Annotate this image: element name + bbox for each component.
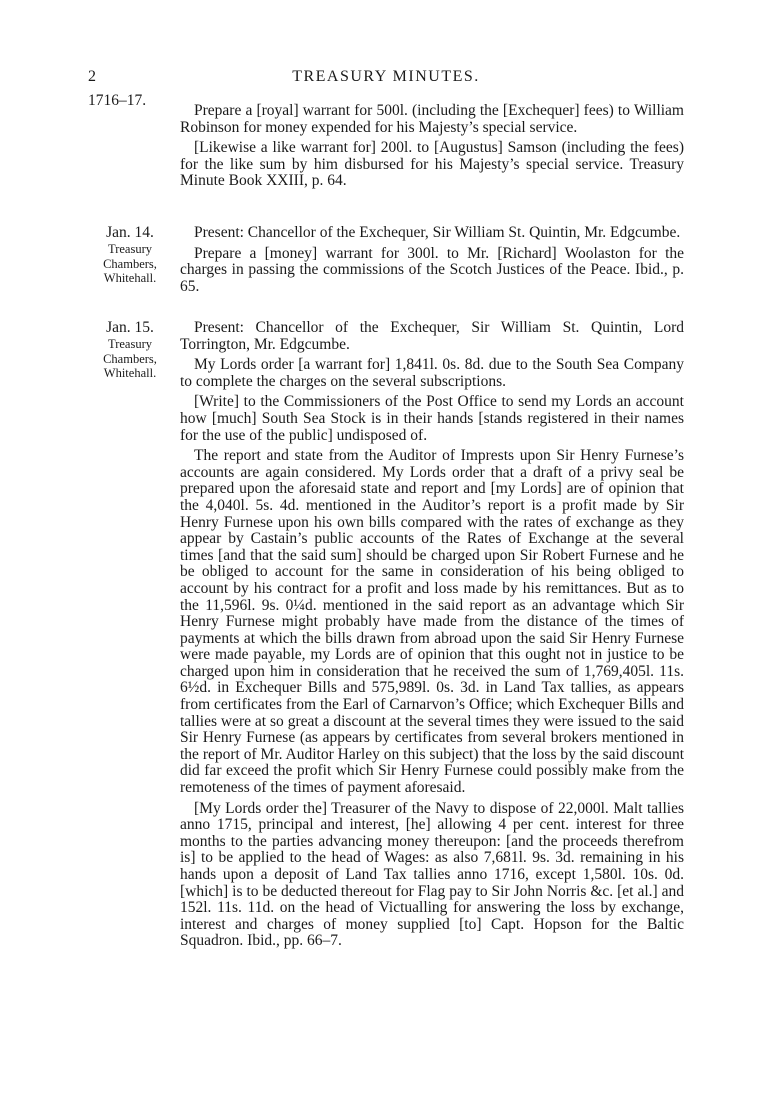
paragraph: Prepare a [royal] warrant for 500l. (including the [Exchequer] fees) to William Robinson for money expended for his Majesty’s special service.: [180, 102, 684, 136]
entry-jan-14: [180, 225, 684, 299]
entry-continuation: [180, 103, 684, 194]
paragraph: [My Lords order the] Treasurer of the Navy to dispose of 22,000l. Malt tallies anno 1715, principal and interest, [he] allowing 4 per cent. interest for three months to the parties advancing money thereupon: [and the proceeds therefrom is] to be applied to the head of Wages: as also 7,681l. 9s. 3d. remaining in his hands upon a deposit of Land Tax tallies anno 1716, except 1,580l. 10s. 0d. [which] is to be deducted thereout for Flag pay to Sir John Norris &c. [et al.] and 152l. 11s. 11d. on the head of Victualling for answering the loss by exchange, interest and charges of money supplied [to] Capt. Hopson for the Baltic Squadron. Ibid., pp. 66–7.: [180, 799, 684, 950]
running-head: TREASURY MINUTES.: [292, 68, 480, 85]
page-number: 2: [88, 68, 96, 85]
paragraph: My Lords order [a warrant for] 1,841l. 0s. 8d. due to the South Sea Company to complete the charges on the several subscriptions.: [180, 356, 684, 390]
entry-date-margin: [88, 225, 172, 286]
paragraph: [Write] to the Commissioners of the Post Office to send my Lords an account how [much] South Sea Stock is in their hands [stands registered in their names for the use of the public] undisposed of.: [180, 393, 684, 444]
entry-place-line: Whitehall.: [103, 366, 157, 380]
paragraph: Present: Chancellor of the Exchequer, Sir William St. Quintin, Lord Torrington, Mr. Edgcumbe.: [180, 319, 684, 353]
entry-place-line: Treasury: [108, 337, 152, 351]
entry-date-margin: [88, 320, 172, 381]
entry-date: Jan. 14.: [106, 224, 154, 241]
year-marginal-note: 1716–17.: [88, 92, 147, 109]
entry-date: Jan. 15.: [106, 319, 154, 336]
paragraph: Prepare a [money] warrant for 300l. to Mr. [Richard] Woolaston for the charges in passing the commissions of the Scotch Justices of the Peace. Ibid., p. 65.: [180, 244, 684, 295]
page-header: [88, 68, 684, 90]
entry-jan-15: [180, 320, 684, 954]
paragraph: Present: Chancellor of the Exchequer, Sir William St. Quintin, Mr. Edgcumbe.: [194, 224, 681, 241]
paragraph: [Likewise a like warrant for] 200l. to [Augustus] Samson (including the fees) for the like sum by him disbursed for his Majesty’s special service. Treasury Minute Book XXIII, p. 64.: [180, 139, 684, 190]
entry-place-line: Whitehall.: [103, 271, 157, 285]
entry-place-line: Chambers,: [103, 256, 157, 271]
paragraph: The report and state from the Auditor of Imprests upon Sir Henry Furnese’s accounts are again considered. My Lords order that a draft of a privy seal be prepared upon the aforesaid state and report and [my Lords] are of opinion that the 4,040l. 5s. 4d. mentioned in the Auditor’s report is a profit made by Sir Henry Furnese upon his own bills compared with the rates of exchange as they appear by Castain’s public accounts of the Rates of Exchange at the several times [and that the said sum] should be charged upon Sir Robert Furnese and he be obliged to account for the same in consideration of his being obliged to account by his contract for a profit and loss made by his remittances. But as to the 11,596l. 9s. 0¼d. mentioned in the said report as an advantage which Sir Henry Furnese might probably have made from the distance of the times of payments at which the bills drawn from abroad upon the said Sir Henry Furnese were made payable, my Lords are of opinion that this ought not in justice to be charged upon him in consideration that he received the sum of 1,769,405l. 11s. 6½d. in Exchequer Bills and 575,989l. 0s. 3d. in Land Tax tallies, as appears from certificates from the Earl of Carnarvon’s Office; which Exchequer Bills and tallies were at so great a discount at the several times they were issued to the said Sir Henry Furnese (as appears by certificates from several brokers mentioned in the report of Mr. Auditor Harley on this subject) that the loss by the said discount did far exceed the profit which Sir Henry Furnese could possibly make from the remoteness of the times of payment aforesaid.: [180, 447, 684, 797]
entry-place-line: Chambers,: [103, 351, 157, 366]
entry-place-line: Treasury: [108, 242, 152, 256]
